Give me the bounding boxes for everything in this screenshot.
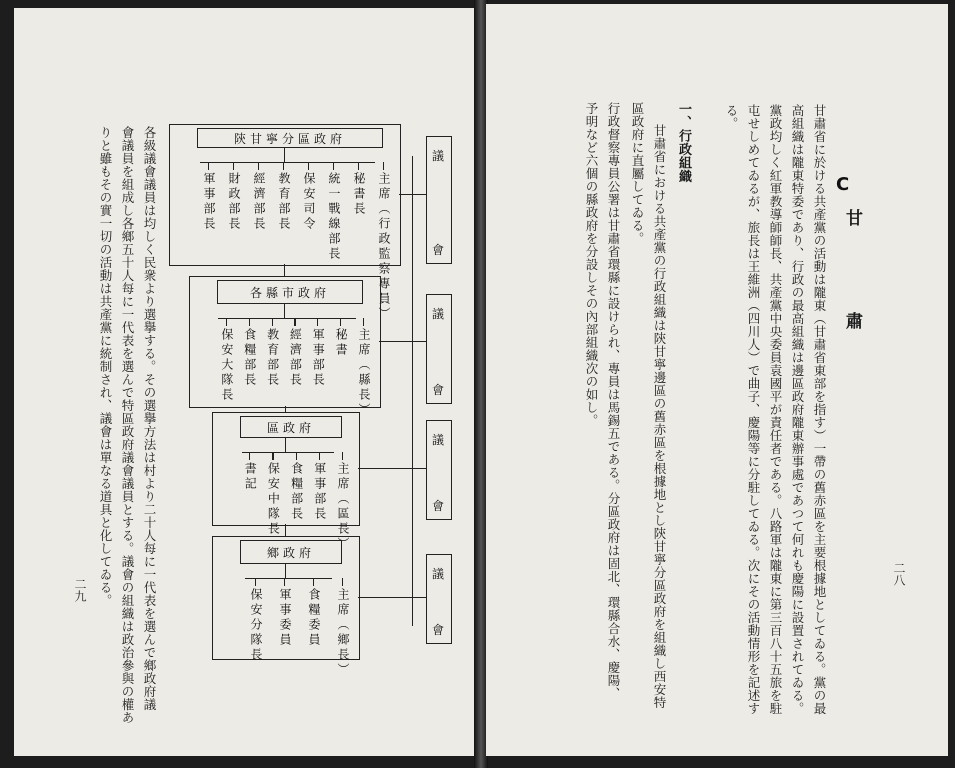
body-line: 甘肅省に於ける共產黨の活動は隴東（甘肅省東部を指す）一帶の舊赤區を主要根據地としてゐる。黨の最: [812, 104, 827, 715]
org-member: 經濟部長: [288, 328, 303, 388]
org-member: 食糧部長: [242, 328, 257, 388]
org-member: 保安大隊長: [219, 328, 234, 403]
org-bracket: [200, 162, 375, 163]
org-tick: [317, 318, 318, 326]
org-council-link: [399, 194, 426, 195]
org-member: 教育部長: [265, 328, 280, 388]
org-tick: [249, 318, 250, 326]
council-box: [426, 420, 452, 520]
org-tick: [340, 318, 341, 326]
council-label: 議: [432, 567, 445, 581]
org-member: 食糧委員: [307, 588, 321, 648]
org-head: 主席（縣長）: [357, 328, 371, 418]
org-head: 主席（鄉長）: [336, 588, 350, 678]
council-label: 會: [432, 623, 445, 637]
org-tick: [363, 318, 364, 326]
org-bracket: [218, 318, 355, 319]
subsection-heading: 一、行政組織: [676, 102, 691, 183]
org-tick: [258, 162, 259, 170]
council-box: [426, 136, 452, 264]
org-level-title: 區政府: [240, 416, 342, 438]
sub-line: 行政督察專員公署は甘肅省環縣に設けられ、專員は馬錫五である。分區政府は固北、環縣合水、慶陽、: [606, 102, 621, 700]
org-member: 書記: [243, 462, 258, 492]
body-line: 高組織は隴東特委であり、行政の最高組織は邊區政府隴東辦事處であつて何れも慶陽に設置されてゐる。: [790, 104, 805, 715]
org-tick: [313, 578, 314, 586]
org-tick: [383, 162, 384, 170]
org-member: 保安分隊長: [249, 588, 263, 663]
body-line: 黨政均しく紅軍教導師師長、共產黨中央委員袁國平が責任者である。八路軍は隴東に第三百八十五旅を駐: [768, 104, 783, 715]
org-member: 軍事委員: [278, 588, 292, 648]
org-council-link: [358, 468, 426, 469]
org-member: 經濟部長: [252, 172, 266, 232]
council-label: 議: [432, 307, 445, 321]
council-label: 議: [432, 433, 445, 447]
org-tick: [208, 162, 209, 170]
org-head: 主席（區長）: [336, 462, 350, 552]
sub-line: 區政府に直屬してゐる。: [630, 102, 645, 245]
org-level-link: [284, 264, 285, 276]
org-member: 軍事部長: [311, 328, 326, 388]
body-line: 各級議會議員は均しく民衆より選擧する。その選擧方法は村より二十人每に一代表を選んで鄉政府議: [142, 126, 157, 711]
right-page-number: 二八: [892, 562, 906, 586]
body-line: 會議員を組成し各鄉五十人每に一代表を選んで特區政府議會議員とする。議會の組織は政治參與の權あ: [120, 126, 135, 724]
council-box: [426, 554, 452, 644]
sub-line: 予明など六個の縣政府を分設しその內部組織次の如し。: [584, 102, 599, 427]
org-council-link: [379, 341, 426, 342]
org-tick: [284, 578, 285, 586]
org-tick: [272, 318, 273, 326]
council-label: 會: [432, 243, 445, 257]
org-tick: [342, 452, 343, 460]
org-tick: [358, 162, 359, 170]
org-tick: [333, 162, 334, 170]
org-council-link: [358, 597, 426, 598]
org-tick: [233, 162, 234, 170]
org-member: 教育部長: [277, 172, 291, 232]
org-stem: [285, 438, 286, 452]
org-level-link: [285, 524, 286, 536]
org-member: 軍事部長: [312, 462, 327, 522]
left-page-number: 二九: [73, 578, 87, 602]
org-tick: [283, 162, 284, 170]
section-title: 甘 肅: [842, 209, 862, 369]
org-member: 秘書: [334, 328, 349, 358]
org-tick: [308, 162, 309, 170]
org-member: 軍事部長: [202, 172, 216, 232]
org-tick: [319, 452, 320, 460]
org-level-title: 各縣市政府: [217, 280, 363, 304]
body-line: りと雖もその實一切の活動は共產黨に統制され、議會は單なる道具と化してゐる。: [98, 126, 113, 607]
org-tick: [294, 318, 295, 326]
org-stem: [284, 148, 285, 162]
org-member: 食糧部長: [289, 462, 304, 522]
org-member: 保安中隊長: [266, 462, 281, 537]
org-tick: [255, 578, 256, 586]
org-level-title: 陝甘寧分區政府: [197, 128, 383, 148]
org-member: 統一戰線部長: [327, 172, 341, 262]
org-tick: [342, 578, 343, 586]
body-line: る。: [724, 104, 739, 130]
org-stem: [284, 304, 285, 318]
org-stem: [285, 564, 286, 578]
section-title-letter: C: [836, 174, 850, 195]
org-member: 秘書長: [352, 172, 366, 217]
council-label: 會: [432, 499, 445, 513]
org-member: 保安司令: [302, 172, 316, 232]
sub-line: 甘肅省における共產黨の行政組織は陝甘寧邊區の舊赤區を根據地とし陝甘寧分區政府を組織し西安特: [652, 124, 667, 709]
org-tick: [296, 452, 297, 460]
council-label: 會: [432, 383, 445, 397]
org-member: 財政部長: [227, 172, 241, 232]
council-label: 議: [432, 149, 445, 163]
org-bracket: [242, 452, 335, 453]
org-tick: [272, 452, 273, 460]
org-head: 主席（行政監察專員）: [377, 172, 391, 322]
org-bracket: [245, 578, 332, 579]
org-tick: [226, 318, 227, 326]
right-page: [486, 4, 948, 756]
council-box: [426, 294, 452, 404]
chart-spine: [412, 156, 413, 626]
body-line: 屯せしめてゐるが、旅長は王維洲（四川人）で曲子、慶陽等に分駐してゐる。次にその活動情形を記述す: [746, 104, 761, 715]
org-tick: [249, 452, 250, 460]
org-level-title: 鄉政府: [240, 540, 342, 564]
left-page: [14, 8, 476, 756]
